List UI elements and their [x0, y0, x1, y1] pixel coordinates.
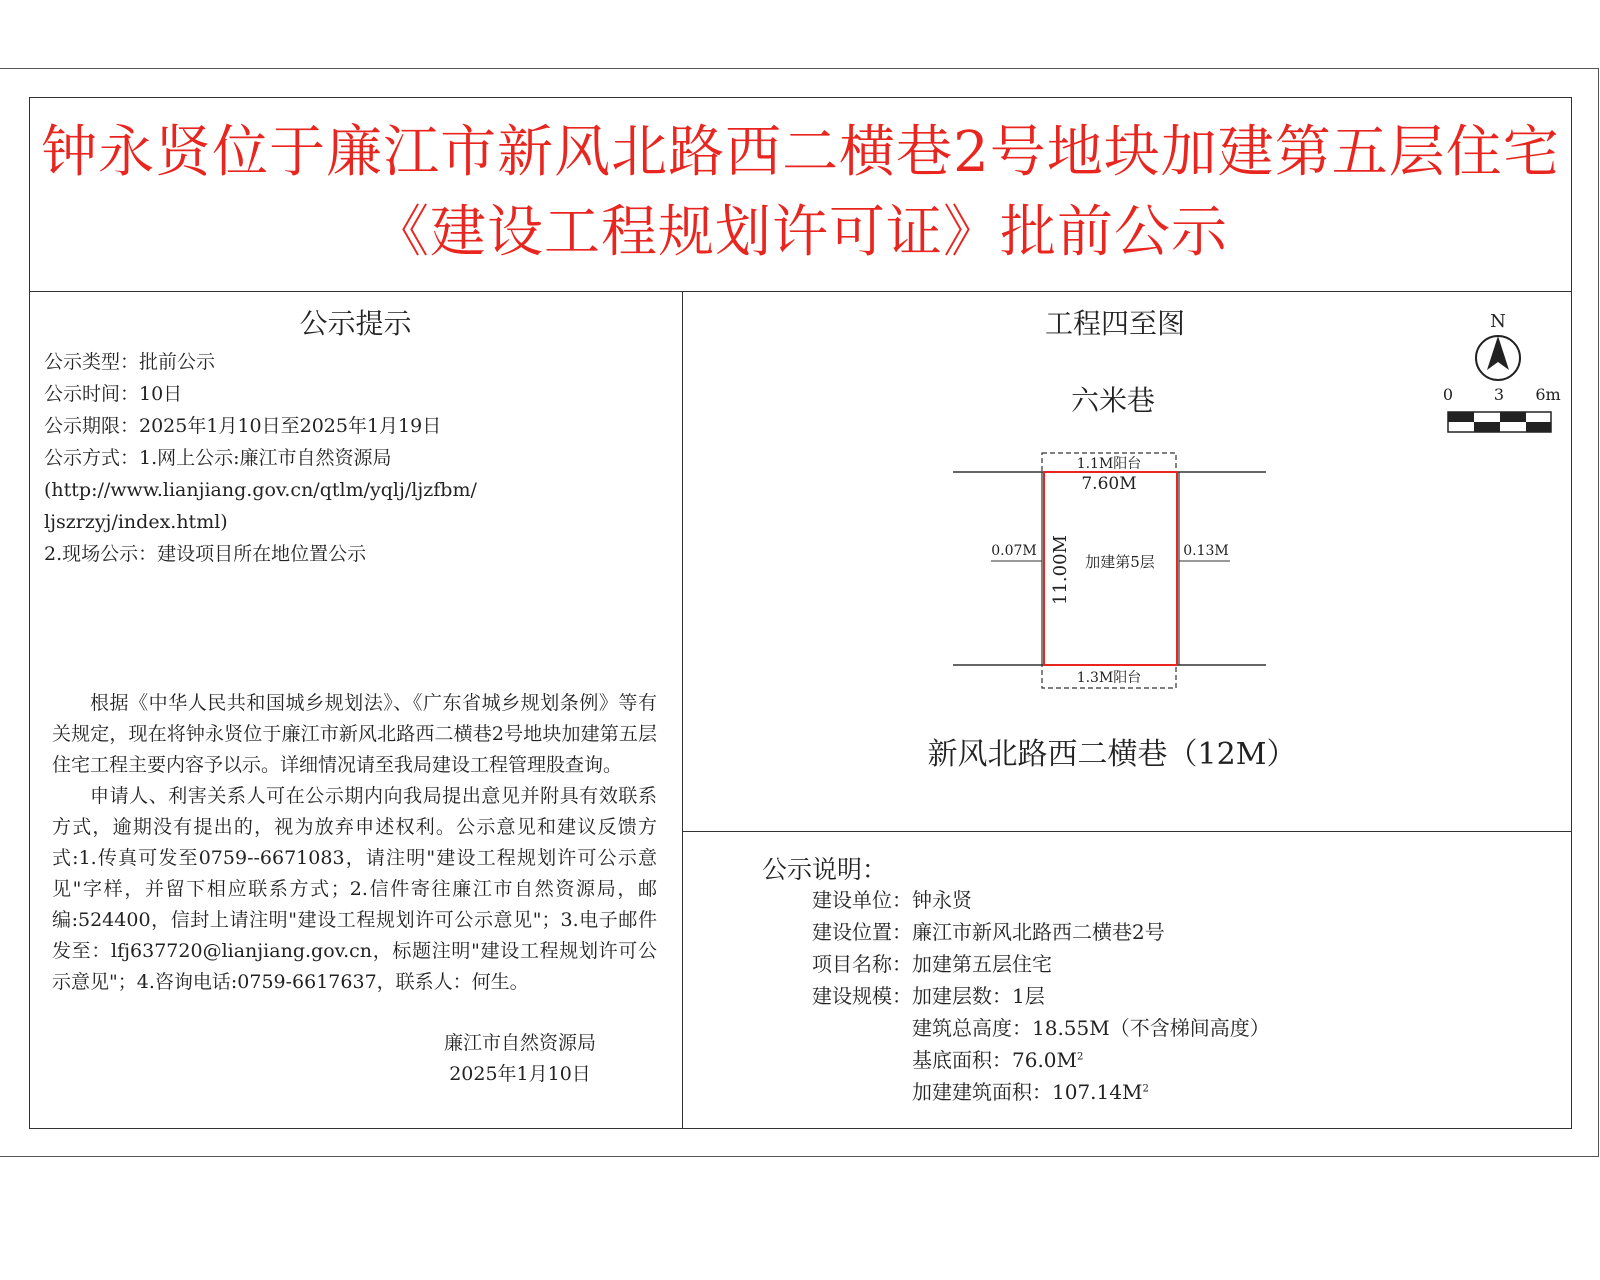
title-line-2: 《建设工程规划许可证》批前公示	[373, 200, 1228, 265]
desc-added-area-unit: 2	[1142, 1083, 1149, 1095]
site-map-heading: 工程四至图	[1044, 307, 1185, 340]
description-heading: 公示说明：	[762, 855, 888, 884]
notice-paragraph-1: 根据《中华人民共和国城乡规划法》、《广东省城乡规划条例》等有关规定，现在将钟永贤位于廉江市新风北路西二横巷2号地块加建第五层住宅工程主要内容予以示。详细情况请至我局建设工程管理股查询。	[52, 692, 657, 776]
desc-base-area	[912, 1044, 1083, 1076]
desc-location-label: 建设位置：	[812, 920, 912, 944]
scale-bar	[1443, 385, 1561, 432]
desc-height: 建筑总高度：18.55M（不含梯间高度）	[912, 1016, 1270, 1040]
title-line-1: 钟永贤位于廉江市新风北路西二横巷2号地块加建第五层住宅	[41, 120, 1560, 185]
north-label: N	[1490, 311, 1506, 332]
desc-project-label: 项目名称：	[812, 952, 912, 976]
signature-date: 2025年1月10日	[449, 1063, 591, 1085]
notice-body	[52, 688, 657, 998]
north-balcony-label: 1.1M阳台	[1076, 456, 1142, 472]
scale-label-3: 3	[1493, 385, 1505, 404]
notice-period: 公示期限：2025年1月10日至2025年1月19日	[44, 415, 442, 437]
road-south-label: 新风北路西二横巷（12M）	[927, 737, 1297, 772]
site-map	[682, 291, 1572, 831]
setback-east-label: 0.13M	[1183, 543, 1229, 559]
notice-type: 公示类型：批前公示	[44, 351, 216, 373]
notice-url-line-2: ljszrzyj/index.html)	[44, 511, 228, 533]
desc-added-area	[912, 1076, 1149, 1108]
desc-scale-label: 建设规模：	[812, 984, 912, 1008]
notice-url-line-1: (http://www.lianjiang.gov.cn/qtlm/yqlj/ljzfbm/	[44, 479, 477, 501]
scale-label-0: 0	[1442, 385, 1454, 404]
notice-duration: 公示时间：10日	[44, 383, 183, 405]
north-arrow-icon	[1476, 311, 1520, 380]
notice-method: 公示方式：1.网上公示:廉江市自然资源局	[44, 447, 392, 469]
setback-west-label: 0.07M	[991, 543, 1037, 559]
desc-unit-label: 建设单位：	[812, 888, 912, 912]
desc-added-area-text: 加建建筑面积：107.14M	[912, 1080, 1143, 1104]
desc-base-area-unit: 2	[1077, 1051, 1084, 1063]
south-balcony-label: 1.3M阳台	[1076, 670, 1142, 686]
desc-base-area-text: 基底面积：76.0M	[912, 1048, 1078, 1072]
building-depth-label: 11.00M	[1050, 535, 1071, 605]
notice-paragraph-2: 申请人、利害关系人可在公示期内向我局提出意见并附具有效联系方式，逾期没有提出的，视为放弃申述权利。公示意见和建议反馈方式:1.传真可发至0759--6671083，请注明"建设工程规划许可公示意见"字样，并留下相应联系方式；2.信件寄往廉江市自然资源局，邮编:524400，信封上请注明"建设工程规划许可公示意见"；3.电子邮件发至：lfj637720@lianjiang.gov.cn，标题注明"建设工程规划许可公示意见"；4.咨询电话:0759-6617637，联系人：何生。	[52, 785, 657, 993]
signature-org: 廉江市自然资源局	[443, 1032, 596, 1054]
desc-project-value: 加建第五层住宅	[912, 952, 1052, 976]
building-floor-label: 加建第5层	[1085, 553, 1155, 571]
notice-onsite: 2.现场公示：建设项目所在地位置公示	[44, 543, 367, 565]
desc-unit-value: 钟永贤	[912, 888, 972, 912]
desc-floors: 加建层数：1层	[912, 984, 1045, 1008]
building-width-label: 7.60M	[1081, 474, 1137, 494]
road-north-label: 六米巷	[1070, 384, 1156, 417]
map-divider	[682, 831, 1572, 832]
scale-label-6: 6m	[1535, 385, 1561, 404]
notice-heading: 公示提示	[299, 307, 412, 340]
desc-location-value: 廉江市新风北路西二横巷2号	[912, 920, 1165, 944]
